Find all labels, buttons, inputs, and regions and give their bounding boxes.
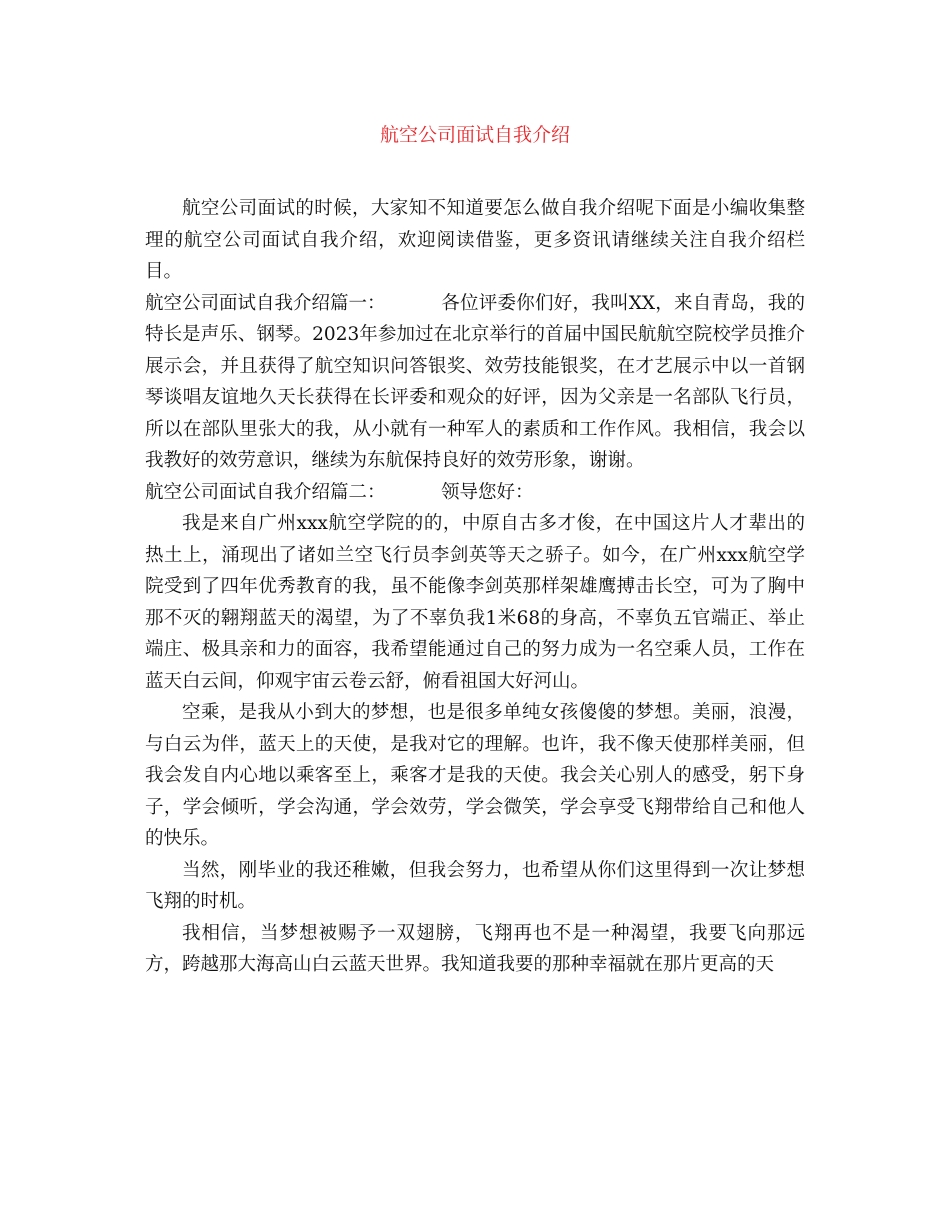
section-two-heading <box>145 477 805 509</box>
section-two-label: 航空公司面试自我介绍篇二： <box>145 481 386 503</box>
body-paragraph: 我相信，当梦想被赐予一双翅膀，飞翔再也不是一种渴望，我要飞向那远方，跨越那大海高山白云蓝天世界。我知道我要的那种幸福就在那片更高的天 <box>145 922 805 975</box>
intro-paragraph: 航空公司面试的时候，大家知不知道要怎么做自我介绍呢下面是小编收集整理的航空公司面试自我介绍，欢迎阅读借鉴，更多资讯请继续关注自我介绍栏目。 <box>145 198 805 282</box>
document-body <box>145 193 805 981</box>
section-one-label: 航空公司面试自我介绍篇一： <box>145 292 386 314</box>
section-one-text: 各位评委你们好，我叫XX，来自青岛，我的特长是声乐、钢琴。2023年参加过在北京举行的首届中国民航航空院校学员推介展示会，并且获得了航空知识问答银奖、效劳技能银奖，在才艺展示中以一首钢琴谈唱友谊地久天长获得在长评委和观众的好评，因为父亲是一名部队飞行员，所以在部队里张大的我，从小就有一种军人的素质和工作作风。我相信，我会以我教好的效劳意识，继续为东航保持良好的效劳形象，谢谢。 <box>145 292 805 471</box>
section-two-greeting: 领导您好： <box>441 481 534 503</box>
body-paragraph: 当然，刚毕业的我还稚嫩，但我会努力，也希望从你们这里得到一次让梦想飞翔的时机。 <box>145 859 805 912</box>
page-title: 航空公司面试自我介绍 <box>379 124 570 146</box>
section-one-paragraph <box>145 288 805 477</box>
body-paragraph: 空乘，是我从小到大的梦想，也是很多单纯女孩傻傻的梦想。美丽，浪漫，与白云为伴，蓝天上的天使，是我对它的理解。也许，我不像天使那样美丽，但我会发自内心地以乘客至上，乘客才是我的天使。我会关心别人的感受，躬下身子，学会倾听，学会沟通，学会效劳，学会微笑，学会享受飞翔带给自己和他人的快乐。 <box>145 702 805 849</box>
body-paragraph: 我是来自广州xxx航空学院的的，中原自古多才俊，在中国这片人才辈出的热土上，涌现出了诸如兰空飞行员李剑英等天之骄子。如今，在广州xxx航空学院受到了四年优秀教育的我，虽不能像李剑英那样架雄鹰搏击长空，可为了胸中那不灭的翱翔蓝天的渴望，为了不辜负我1米68的身高，不辜负五官端正、举止端庄、极具亲和力的面容，我希望能通过自己的努力成为一名空乘人员，工作在蓝天白云间，仰观宇宙云卷云舒，俯看祖国大好河山。 <box>145 513 805 692</box>
